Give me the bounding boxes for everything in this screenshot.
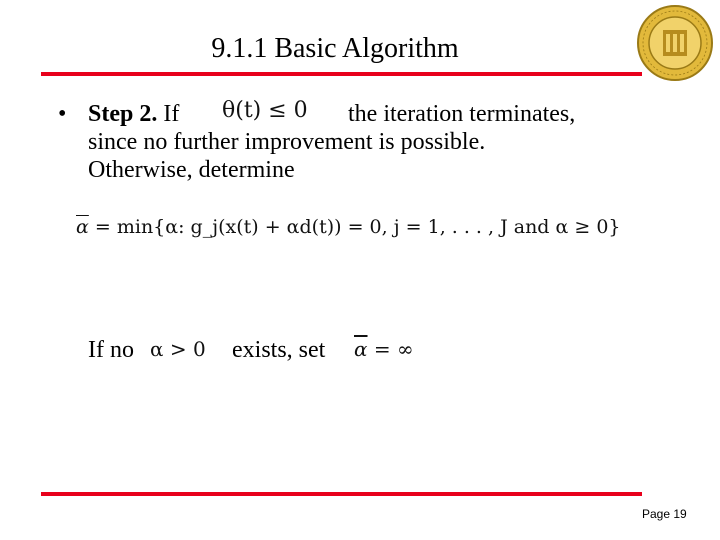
theta-condition <box>222 98 308 123</box>
if-word: If <box>163 101 180 127</box>
step-line1-rest: the iteration terminates, <box>348 101 576 127</box>
infinity-result: = ∞ <box>367 337 414 361</box>
theta-condition-text: θ(t) ≤ 0 <box>222 98 308 123</box>
if-no-condition-text: α > 0 <box>150 337 206 361</box>
alpha-bar-formula <box>76 216 621 238</box>
footer-divider <box>41 492 642 496</box>
step-label: Step 2. <box>88 101 158 127</box>
if-no-prefix: If no <box>88 337 134 363</box>
if-no-condition <box>150 337 206 361</box>
slide-title: 9.1.1 Basic Algorithm <box>211 33 459 64</box>
title-divider <box>41 72 642 76</box>
bullet: • <box>58 101 67 127</box>
page-number: Page 19 <box>642 507 687 521</box>
university-seal-logo <box>636 4 714 82</box>
alpha-bar-result: $\overline{\alpha}$ <box>354 337 368 361</box>
step-line3: Otherwise, determine <box>88 157 295 183</box>
step-label-line <box>88 100 179 128</box>
if-no-middle: exists, set <box>232 337 326 363</box>
alpha-bar-symbol: $\overline{\alpha}$ <box>76 216 89 238</box>
formula-equation: = min{α: g_j(x(t) + αd(t)) = 0, j = 1, . . . , J and α ≥ 0} <box>94 216 621 238</box>
alpha-infinity <box>354 337 414 361</box>
step-line2: since no further improvement is possible. <box>88 129 486 155</box>
